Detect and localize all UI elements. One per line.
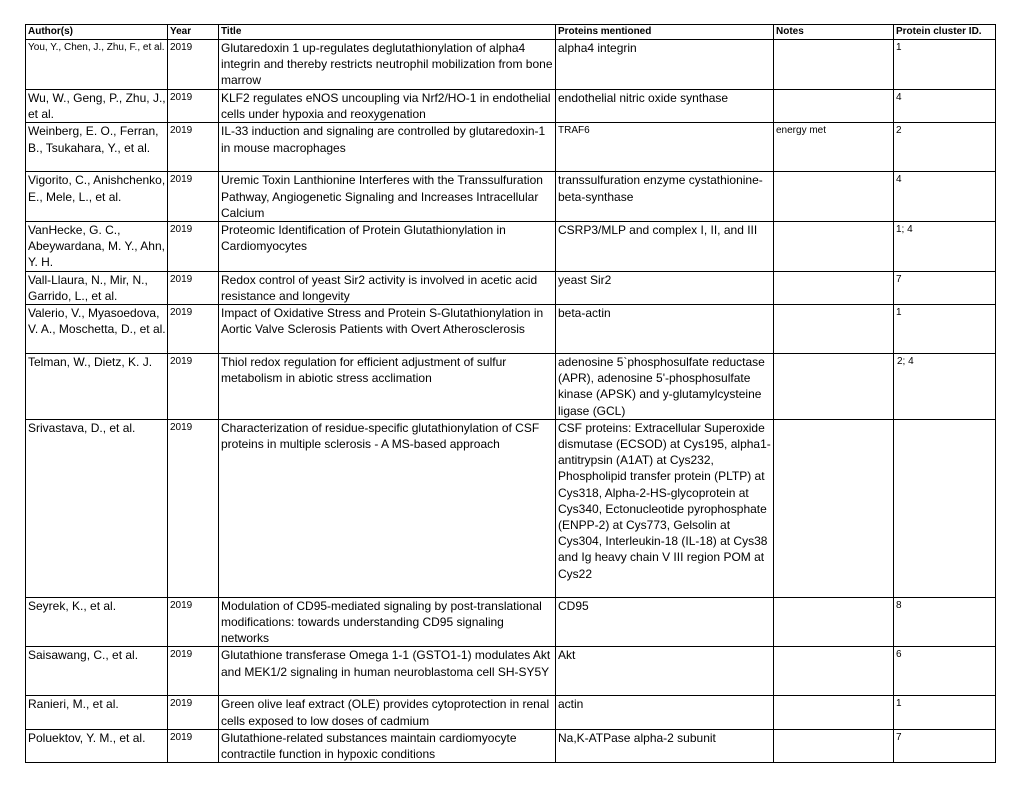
cell-proteins: endothelial nitric oxide synthase bbox=[556, 90, 774, 123]
cell-title: Green olive leaf extract (OLE) provides cytoprotection in renal cells exposed to low doses of cadmium bbox=[219, 696, 556, 729]
literature-table bbox=[25, 24, 996, 763]
cell-notes bbox=[774, 305, 894, 354]
cell-year: 2019 bbox=[168, 597, 219, 647]
cell-year: 2019 bbox=[168, 40, 219, 90]
cell-author: Telman, W., Dietz, K. J. bbox=[26, 354, 168, 420]
cell-proteins: Akt bbox=[556, 647, 774, 696]
cell-year: 2019 bbox=[168, 172, 219, 222]
cell-title: Glutathione transferase Omega 1-1 (GSTO1-1) modulates Akt and MEK1/2 signaling in human neuroblastoma cell SH-SY5Y bbox=[219, 647, 556, 696]
cell-notes bbox=[774, 90, 894, 123]
cell-cluster: 7 bbox=[894, 271, 996, 304]
cell-proteins: transsulfuration enzyme cystathionine-beta-synthase bbox=[556, 172, 774, 222]
cell-proteins: alpha4 integrin bbox=[556, 40, 774, 90]
cell-proteins: CSF proteins: Extracellular Superoxide dismutase (ECSOD) at Cys195, alpha1-antitrypsin (A1AT) at Cys232, Phospholipid transfer protein (PLTP) at Cys318, Alpha-2-HS-glycoprotein at Cys340, Ectonucleotide pyrophosphate (ENPP-2) at Cys773, Gelsolin at Cys304, Interleukin-18 (IL-18) at Cys38 and Ig heavy chain V III region POM at Cys22 bbox=[556, 419, 774, 597]
cell-title: Uremic Toxin Lanthionine Interferes with the Transsulfuration Pathway, Angiogenetic Signaling and Increases Intracellular Calcium bbox=[219, 172, 556, 222]
cell-proteins: beta-actin bbox=[556, 305, 774, 354]
cell-proteins: adenosine 5`phosphosulfate reductase (APR), adenosine 5'-phosphosulfate kinase (APSK) and y-glutamylcysteine ligase (GCL) bbox=[556, 354, 774, 420]
cell-year: 2019 bbox=[168, 354, 219, 420]
cell-year: 2019 bbox=[168, 419, 219, 597]
header-cluster: Protein cluster ID. bbox=[894, 25, 996, 40]
table-row bbox=[26, 597, 996, 647]
cell-year: 2019 bbox=[168, 647, 219, 696]
cell-proteins: CSRP3/MLP and complex I, II, and III bbox=[556, 222, 774, 272]
cell-author: Valerio, V., Myasoedova, V. A., Moschetta, D., et al. bbox=[26, 305, 168, 354]
cell-year: 2019 bbox=[168, 696, 219, 729]
cell-notes bbox=[774, 40, 894, 90]
cell-notes bbox=[774, 696, 894, 729]
cell-author: Seyrek, K., et al. bbox=[26, 597, 168, 647]
cell-notes bbox=[774, 354, 894, 420]
cell-year: 2019 bbox=[168, 729, 219, 762]
cell-notes bbox=[774, 222, 894, 272]
table-row bbox=[26, 172, 996, 222]
table-row bbox=[26, 305, 996, 354]
cell-cluster: 7 bbox=[894, 729, 996, 762]
cell-proteins: CD95 bbox=[556, 597, 774, 647]
cell-cluster: 4 bbox=[894, 172, 996, 222]
cell-title: IL-33 induction and signaling are controlled by glutaredoxin-1 in mouse macrophages bbox=[219, 123, 556, 172]
cell-cluster: 1 bbox=[894, 696, 996, 729]
header-author: Author(s) bbox=[26, 25, 168, 40]
cell-notes bbox=[774, 597, 894, 647]
table-row bbox=[26, 222, 996, 272]
cell-year: 2019 bbox=[168, 222, 219, 272]
cell-notes bbox=[774, 729, 894, 762]
cell-title: Thiol redox regulation for efficient adjustment of sulfur metabolism in abiotic stress acclimation bbox=[219, 354, 556, 420]
cell-title: Modulation of CD95-mediated signaling by post-translational modifications: towards understanding CD95 signaling networks bbox=[219, 597, 556, 647]
cell-notes bbox=[774, 172, 894, 222]
table-row bbox=[26, 271, 996, 304]
cell-notes: energy met bbox=[774, 123, 894, 172]
cell-author: Vall-Llaura, N., Mir, N., Garrido, L., et al. bbox=[26, 271, 168, 304]
header-row bbox=[26, 25, 996, 40]
cell-notes bbox=[774, 271, 894, 304]
cell-author: Weinberg, E. O., Ferran, B., Tsukahara, Y., et al. bbox=[26, 123, 168, 172]
table-row bbox=[26, 419, 996, 597]
cell-author: Srivastava, D., et al. bbox=[26, 419, 168, 597]
cell-year: 2019 bbox=[168, 305, 219, 354]
table-row bbox=[26, 90, 996, 123]
cell-author: Wu, W., Geng, P., Zhu, J., et al. bbox=[26, 90, 168, 123]
cell-cluster: 2 bbox=[894, 123, 996, 172]
cell-cluster: 2; 4 bbox=[894, 354, 996, 420]
cell-notes bbox=[774, 647, 894, 696]
header-year: Year bbox=[168, 25, 219, 40]
cell-author: Vigorito, C., Anishchenko, E., Mele, L., et al. bbox=[26, 172, 168, 222]
cell-proteins: actin bbox=[556, 696, 774, 729]
cell-cluster: 1; 4 bbox=[894, 222, 996, 272]
cell-year: 2019 bbox=[168, 123, 219, 172]
table-row bbox=[26, 729, 996, 762]
cell-notes bbox=[774, 419, 894, 597]
cell-author: Saisawang, C., et al. bbox=[26, 647, 168, 696]
cell-proteins: Na,K-ATPase alpha-2 subunit bbox=[556, 729, 774, 762]
cell-title: Impact of Oxidative Stress and Protein S-Glutathionylation in Aortic Valve Sclerosis Patients with Overt Atherosclerosis bbox=[219, 305, 556, 354]
table-row bbox=[26, 123, 996, 172]
cell-cluster: 6 bbox=[894, 647, 996, 696]
cell-proteins: TRAF6 bbox=[556, 123, 774, 172]
table-row bbox=[26, 354, 996, 420]
cell-title: KLF2 regulates eNOS uncoupling via Nrf2/HO-1 in endothelial cells under hypoxia and reoxygenation bbox=[219, 90, 556, 123]
cell-cluster: 1 bbox=[894, 40, 996, 90]
cell-author: Ranieri, M., et al. bbox=[26, 696, 168, 729]
cell-cluster bbox=[894, 419, 996, 597]
cell-cluster: 8 bbox=[894, 597, 996, 647]
cell-cluster: 4 bbox=[894, 90, 996, 123]
cell-title: Glutathione-related substances maintain cardiomyocyte contractile function in hypoxic conditions bbox=[219, 729, 556, 762]
table-row bbox=[26, 40, 996, 90]
header-notes: Notes bbox=[774, 25, 894, 40]
cell-year: 2019 bbox=[168, 271, 219, 304]
header-title: Title bbox=[219, 25, 556, 40]
table-row bbox=[26, 647, 996, 696]
cell-title: Glutaredoxin 1 up-regulates deglutathionylation of alpha4 integrin and thereby restricts neutrophil mobilization from bone marrow bbox=[219, 40, 556, 90]
cell-title: Redox control of yeast Sir2 activity is involved in acetic acid resistance and longevity bbox=[219, 271, 556, 304]
header-proteins: Proteins mentioned bbox=[556, 25, 774, 40]
cell-author: Poluektov, Y. M., et al. bbox=[26, 729, 168, 762]
cell-proteins: yeast Sir2 bbox=[556, 271, 774, 304]
cell-title: Characterization of residue-specific glutathionylation of CSF proteins in multiple sclerosis - A MS-based approach bbox=[219, 419, 556, 597]
cell-author: You, Y., Chen, J., Zhu, F., et al. bbox=[26, 40, 168, 90]
cell-title: Proteomic Identification of Protein Glutathionylation in Cardiomyocytes bbox=[219, 222, 556, 272]
cell-year: 2019 bbox=[168, 90, 219, 123]
table-row bbox=[26, 696, 996, 729]
cell-author: VanHecke, G. C., Abeywardana, M. Y., Ahn, Y. H. bbox=[26, 222, 168, 272]
cell-cluster: 1 bbox=[894, 305, 996, 354]
